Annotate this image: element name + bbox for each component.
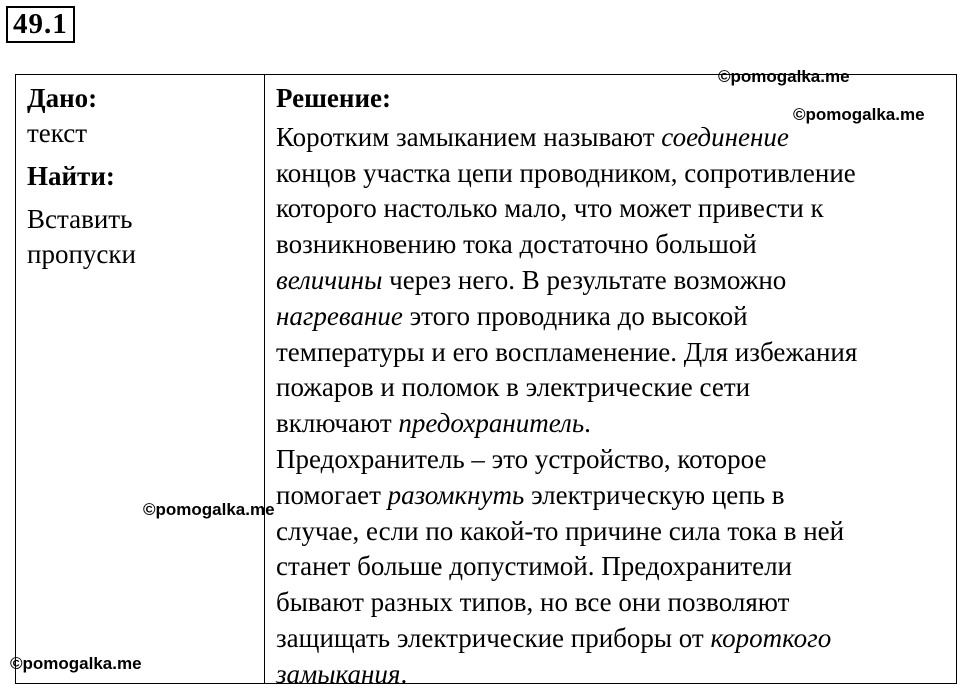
- solution-text: температуры и его воспламенение. Для избежания: [276, 336, 858, 367]
- solution-heading: Решение:: [276, 83, 391, 113]
- solution-line: [276, 585, 946, 621]
- solution-line: [276, 406, 946, 442]
- solution-text: бывают разных типов, но все они позволяют: [276, 587, 790, 618]
- solution-line: [276, 299, 946, 335]
- solution-line: [276, 657, 946, 693]
- solution-italic-text: предохранитель: [398, 408, 585, 439]
- given-text: текст: [27, 118, 88, 148]
- solution-italic-text: величины: [276, 264, 383, 295]
- solution-italic-text: замыкания: [276, 658, 401, 689]
- solution-text: Предохранитель – это устройство, которое: [276, 443, 767, 474]
- solution-text: через него. В результате возможно: [382, 264, 787, 295]
- solution-line: [276, 227, 946, 263]
- given-heading: Дано:: [27, 83, 98, 113]
- solution-line: [276, 120, 946, 156]
- find-text-line-2: пропуски: [27, 239, 136, 269]
- find-text-line-1: Вставить: [27, 204, 133, 234]
- solution-italic-text: разомкнуть: [387, 479, 525, 510]
- solution-text: .: [400, 658, 408, 689]
- solution-text: концов участка цепи проводником, сопротивление: [276, 157, 856, 188]
- given-column: [16, 75, 265, 683]
- solution-line: [276, 156, 946, 192]
- solution-text: .: [584, 408, 591, 439]
- solution-italic-text: нагревание: [276, 300, 403, 331]
- solution-text: защищать электрические приборы от: [276, 622, 711, 653]
- solution-text: помогает: [276, 479, 388, 510]
- solution-text: которого настолько мало, что может привести к: [276, 193, 824, 224]
- solution-italic-text: короткого: [710, 622, 832, 653]
- watermark-middle: ©pomogalka.me: [143, 500, 275, 519]
- solution-text: этого проводника до высокой: [402, 300, 748, 331]
- solution-line: [276, 191, 946, 227]
- watermark-bottom: ©pomogalka.me: [10, 654, 142, 673]
- solution-body: [276, 120, 946, 693]
- solution-text: станет больше допустимой. Предохранители: [276, 551, 793, 582]
- watermark-top-2: ©pomogalka.me: [793, 105, 925, 124]
- solution-line: [276, 549, 946, 585]
- solution-text: включают: [276, 408, 399, 439]
- solution-text: Коротким замыканием называют: [276, 121, 662, 152]
- solution-line: [276, 335, 946, 371]
- watermark-top-1: ©pomogalka.me: [718, 67, 850, 86]
- problem-number: 49.1: [6, 6, 75, 43]
- task-table: [15, 74, 957, 689]
- solution-text: электрическую цепь в: [524, 479, 785, 510]
- solution-text: случае, если по какой-то причине сила тока в ней: [276, 515, 845, 546]
- solution-line: [276, 263, 946, 299]
- solution-italic-text: соединение: [661, 121, 789, 152]
- solution-line: [276, 514, 946, 550]
- solution-line: [276, 442, 946, 478]
- solution-line: [276, 621, 946, 657]
- solution-line: [276, 478, 946, 514]
- solution-column: [265, 75, 956, 689]
- solution-text: возникновению тока достаточно большой: [276, 229, 757, 260]
- find-heading: Найти:: [27, 161, 115, 191]
- solution-line: [276, 370, 946, 406]
- solution-text: пожаров и поломок в электрические сети: [276, 372, 751, 403]
